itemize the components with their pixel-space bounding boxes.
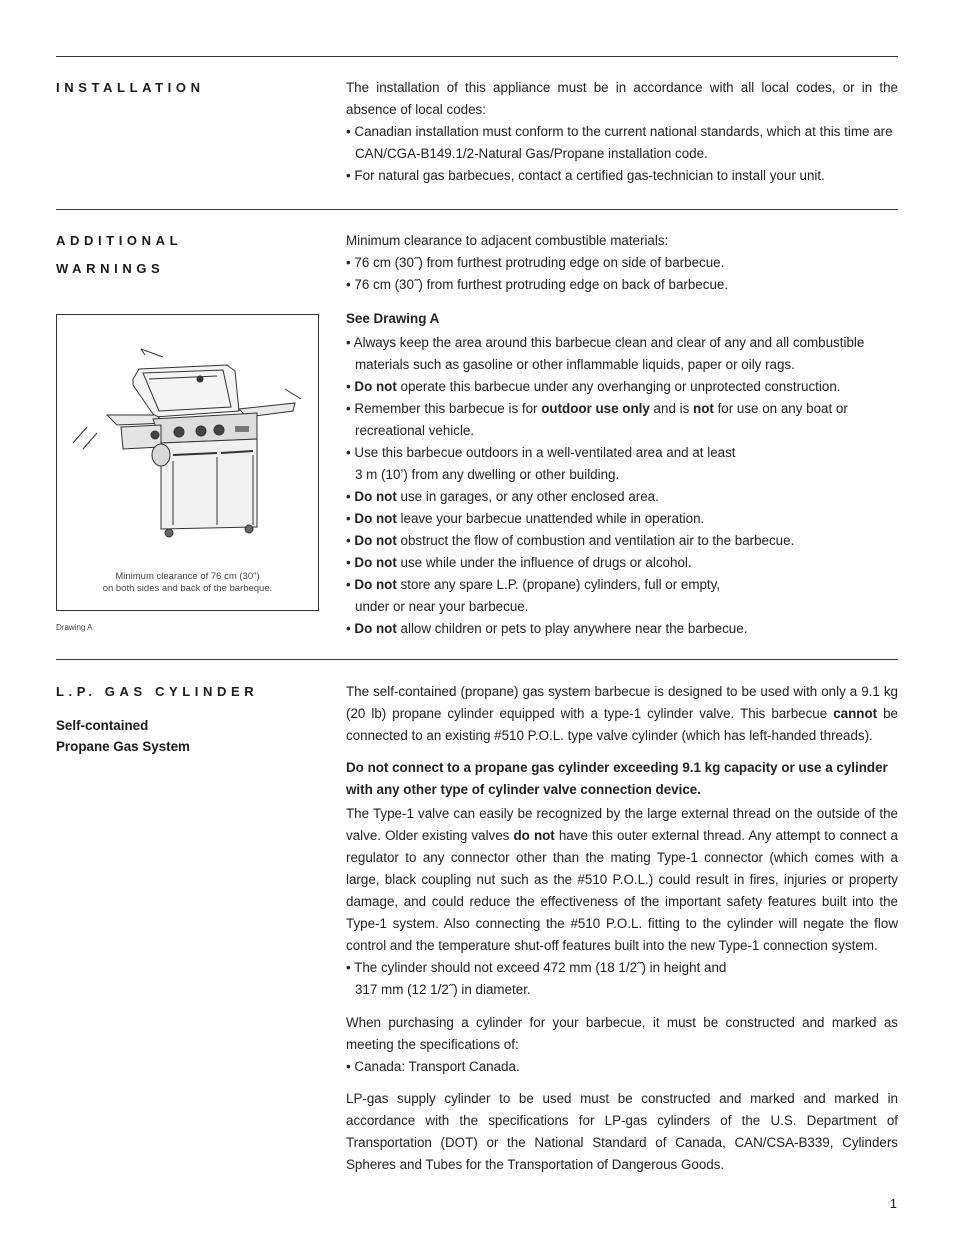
section-divider xyxy=(56,209,898,210)
lp-paragraph: The Type-1 valve can easily be recognized by the large external thread on the outside of the valve. Older existing valves do not have this outer external thread. Any attempt to connect a regulator to any connector other than the mating Type-1 connector (which comes with a large, black coupling nut such as the #510 P.O.L.) could result in fires, injuries or property damage, and could reduce the effectiveness of the important safety features built into the Type-1 system. Also connecting the #510 P.O.L. fitting to the cylinder will negate the flow control and the temperature shut-off features built into the new Type-1 connection system. xyxy=(346,806,898,953)
lp-gas-body xyxy=(346,681,898,1176)
section-divider xyxy=(56,659,898,660)
page-number: 1 xyxy=(889,1196,897,1211)
lp-gas-heading: L.P. GAS CYLINDER xyxy=(56,684,259,699)
lp-subheading-line1: Self-contained xyxy=(56,718,149,733)
warnings-heading-line1: ADDITIONAL xyxy=(56,233,183,248)
warning-bullet: • Use this barbecue outdoors in a well-ventilated area and at least xyxy=(346,445,736,460)
see-drawing-label: See Drawing A xyxy=(346,311,440,326)
barbecue-illustration xyxy=(57,315,318,565)
installation-intro: The installation of this appliance must be in accordance with all local codes, or in the absence of local codes: xyxy=(346,80,898,117)
lp-bullet: • The cylinder should not exceed 472 mm (18 1/2˝) in height and xyxy=(346,960,727,975)
clearance-side: • 76 cm (30˝) from furthest protruding edge on side of barbecue. xyxy=(346,255,725,270)
installation-heading: INSTALLATION xyxy=(56,80,205,95)
drawing-label: Drawing A xyxy=(56,623,93,632)
clearance-intro: Minimum clearance to adjacent combustible materials: xyxy=(346,233,669,248)
installation-bullet: • Canadian installation must conform to the current national standards, which at this time are CAN/CGA-B149.1/2-Natural Gas/Propane installation code. xyxy=(346,124,893,161)
warnings-heading-line2: WARNINGS xyxy=(56,261,165,276)
warning-bullet: • Do not allow children or pets to play anywhere near the barbecue. xyxy=(346,621,748,636)
lp-subheading-line2: Propane Gas System xyxy=(56,739,190,754)
lp-bullet: • Canada: Transport Canada. xyxy=(346,1059,520,1074)
warning-bullet: • Do not store any spare L.P. (propane) cylinders, full or empty, xyxy=(346,577,721,592)
warning-bullet: • Do not operate this barbecue under any overhanging or unprotected construction. xyxy=(346,379,841,394)
warning-bullet: • Do not use in garages, or any other enclosed area. xyxy=(346,489,659,504)
warning-bullet: • Do not use while under the influence of drugs or alcohol. xyxy=(346,555,692,570)
lp-paragraph: When purchasing a cylinder for your barbecue, it must be constructed and marked as meeting the specifications of: xyxy=(346,1015,898,1052)
warnings-list xyxy=(346,308,898,640)
lp-bullet-continued: 317 mm (12 1/2˝) in diameter. xyxy=(355,982,531,997)
warning-bullet: • Do not leave your barbecue unattended while in operation. xyxy=(346,511,705,526)
clearance-back: • 76 cm (30˝) from furthest protruding edge on back of barbecue. xyxy=(346,277,729,292)
warning-bullet: • Remember this barbecue is for outdoor use only and is not for use on any boat or recreational vehicle. xyxy=(346,401,848,438)
clearance-block xyxy=(346,230,898,296)
warning-bullet-continued: 3 m (10’) from any dwelling or other building. xyxy=(355,467,620,482)
lp-paragraph: LP-gas supply cylinder to be used must be constructed and marked and marked in accordance with the specifications for LP-gas cylinders of the U.S. Department of Transportation (DOT) or the National Standard of Canada, CAN/CSA-B339, Cylinders Spheres and Tubes for the Transportation of Dangerous Goods. xyxy=(346,1091,898,1172)
installation-bullet: • For natural gas barbecues, contact a certified gas-technician to install your unit. xyxy=(346,168,825,183)
warning-bullet-continued: under or near your barbecue. xyxy=(355,599,529,614)
lp-warning-paragraph: Do not connect to a propane gas cylinder exceeding 9.1 kg capacity or use a cylinder with any other type of cylinder valve connection device. xyxy=(346,760,888,797)
warning-bullet: • Do not obstruct the flow of combustion and ventilation air to the barbecue. xyxy=(346,533,795,548)
lp-paragraph: The self-contained (propane) gas system barbecue is designed to be used with only a 9.1 kg (20 lb) propane cylinder equipped with a type-1 cylinder valve. This barbecue cannot be connected to an existing #510 P.O.L. type valve cylinder (which has left-handed threads). xyxy=(346,684,898,743)
drawing-a-frame xyxy=(56,314,319,611)
warning-bullet: • Always keep the area around this barbecue clean and clear of any and all combustible materials such as gasoline or other inflammable liquids, paper or oily rags. xyxy=(346,335,865,372)
installation-body xyxy=(346,77,898,187)
section-divider xyxy=(56,56,898,57)
drawing-caption: Minimum clearance of 76 cm (30") on both sides and back of the barbeque. xyxy=(102,571,273,594)
